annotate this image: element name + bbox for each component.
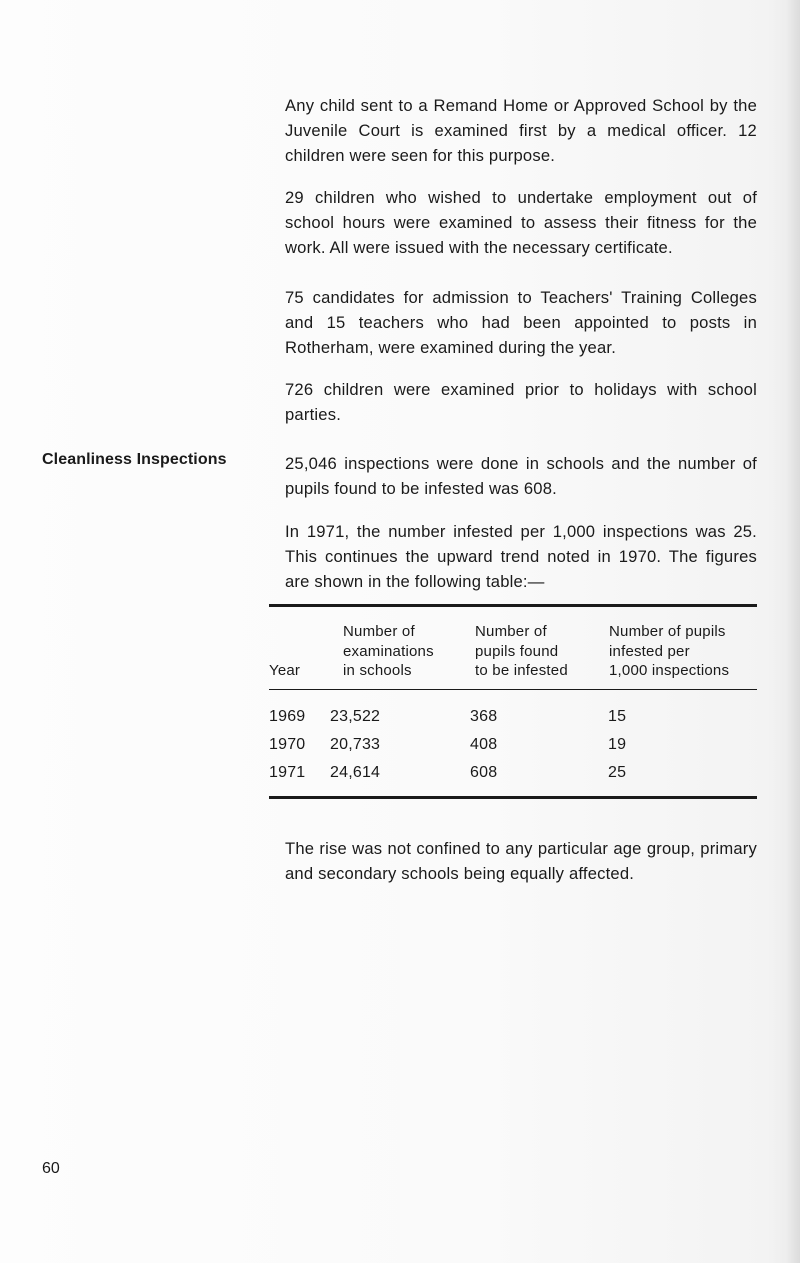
paragraph-employment: 29 children who wished to undertake employment out of school hours were examined to assess their fitness for the work. All were issued with the necessary certificate. (285, 188, 757, 257)
table-cell-pupils-found: 368 (470, 708, 498, 725)
section-heading-cleanliness: Cleanliness Inspections (42, 451, 227, 468)
table-header-rule (269, 689, 757, 690)
paragraph-inspections: 25,046 inspections were done in schools and the number of pupils found to be infested was 608. (285, 454, 757, 498)
column-header-line: to be infested (475, 662, 568, 679)
paragraph-remand-home: Any child sent to a Remand Home or Approved School by the Juvenile Court is examined first by a medical officer. 12 children were seen for this purpose. (285, 96, 757, 165)
table-cell-year: 1969 (269, 708, 306, 725)
table-cell-examinations: 24,614 (330, 764, 381, 781)
column-header-line: infested per (609, 642, 690, 660)
column-header-year-text: Year (269, 662, 301, 679)
column-header-line: 1,000 inspections (609, 662, 730, 679)
table-cell-examinations: 23,522 (330, 708, 381, 725)
column-header-rate-per-1000 (609, 622, 729, 681)
table-cell-examinations: 20,733 (330, 736, 381, 753)
column-header-line: examinations (343, 642, 434, 660)
table-cell-year: 1970 (269, 736, 306, 753)
column-header-line: Number of (475, 623, 547, 640)
paragraph-age-groups: The rise was not confined to any particular age group, primary and secondary schools being equally affected. (285, 839, 757, 883)
table-cell-year: 1971 (269, 764, 306, 781)
table-bottom-rule (269, 796, 757, 799)
table-cell-pupils-found: 408 (470, 736, 498, 753)
table-cell-rate: 15 (608, 708, 627, 725)
column-header-line: Number of pupils (609, 623, 726, 640)
page-edge-shadow (786, 0, 800, 1263)
column-header-line: Number of (343, 623, 415, 640)
paragraph-trend: In 1971, the number infested per 1,000 inspections was 25. This continues the upward trend noted in 1970. The figures are shown in the following table:— (285, 522, 757, 591)
table-cell-rate: 25 (608, 764, 627, 781)
column-header-line: pupils found (475, 642, 559, 660)
paragraph-teacher-training: 75 candidates for admission to Teachers' Training Colleges and 15 teachers who had been appointed to posts in Rotherham, were examined during the year. (285, 288, 757, 357)
column-header-examinations (343, 622, 434, 681)
table-top-rule (269, 604, 757, 607)
table-cell-pupils-found: 608 (470, 764, 498, 781)
page-number: 60 (42, 1160, 60, 1177)
paragraph-holidays: 726 children were examined prior to holidays with school parties. (285, 380, 757, 424)
column-header-year (269, 661, 300, 681)
column-header-line: in schools (343, 662, 412, 679)
table-cell-rate: 19 (608, 736, 627, 753)
column-header-pupils-found (475, 622, 568, 681)
